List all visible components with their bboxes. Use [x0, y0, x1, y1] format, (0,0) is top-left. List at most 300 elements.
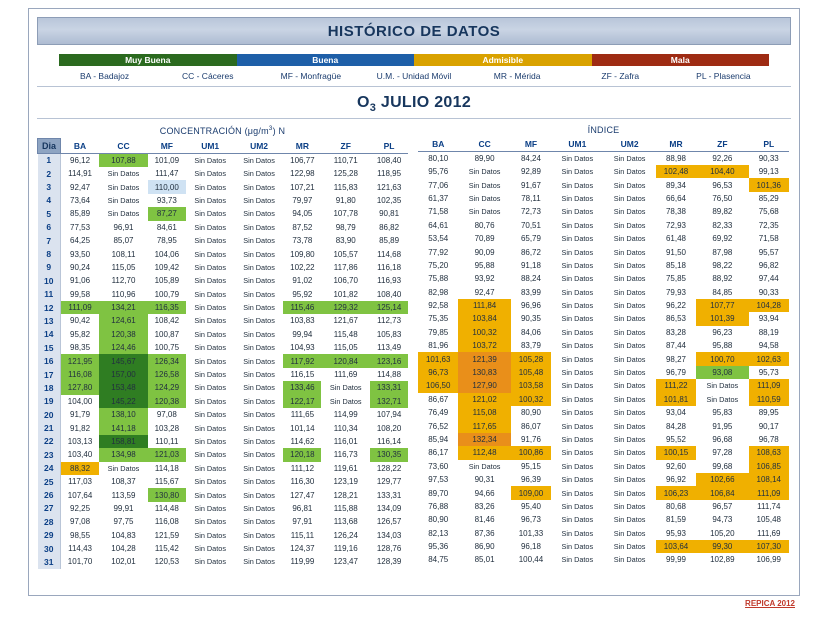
- index-cell: 100,32: [511, 393, 551, 406]
- concentration-cell: 107,94: [370, 408, 408, 421]
- index-cell: 94,66: [458, 486, 510, 499]
- concentration-cell: 108,20: [370, 421, 408, 434]
- concentration-cell: 85,89: [61, 207, 100, 220]
- index-cell: 84,28: [656, 419, 696, 432]
- page-title: HISTÓRICO DE DATOS: [327, 22, 501, 40]
- concentration-cell: Sin Datos: [243, 209, 275, 219]
- index-cell: Sin Datos: [613, 368, 646, 378]
- index-cell: 95,76: [418, 165, 458, 178]
- index-cell: Sin Datos: [561, 461, 594, 471]
- index-cell: 95,93: [656, 527, 696, 540]
- concentration-table: [37, 138, 408, 569]
- concentration-cell: Sin Datos: [243, 557, 275, 567]
- concentration-unit-exp: 3: [268, 125, 273, 133]
- col-header-um1: UM1: [551, 137, 603, 151]
- quality-legend: [59, 54, 769, 66]
- row-day: 8: [38, 247, 61, 260]
- index-cell: Sin Datos: [613, 153, 646, 163]
- index-cell: Sin Datos: [613, 274, 646, 284]
- concentration-cell: 83,90: [321, 234, 370, 247]
- concentration-cell: Sin Datos: [243, 316, 275, 326]
- concentration-cell: Sin Datos: [194, 155, 226, 165]
- index-cell: 100,44: [511, 553, 551, 566]
- concentration-cell: 101,09: [148, 153, 186, 167]
- row-day: 28: [38, 515, 61, 528]
- concentration-cell: 105,57: [321, 247, 370, 260]
- index-cell: 97,53: [418, 473, 458, 486]
- concentration-cell: 116,01: [321, 435, 370, 448]
- concentration-cell: 126,57: [370, 515, 408, 528]
- concentration-cell: 105,83: [370, 328, 408, 341]
- concentration-cell: Sin Datos: [194, 182, 226, 192]
- concentration-cell: 95,82: [61, 328, 100, 341]
- index-cell: 106,50: [418, 379, 458, 392]
- station-legend-pl: PL - Plasencia: [696, 71, 751, 81]
- index-cell: 91,95: [696, 419, 748, 432]
- footer-credit: REPICA 2012: [745, 599, 795, 608]
- concentration-cell: 111,09: [61, 301, 100, 314]
- concentration-cell: 108,40: [370, 287, 408, 300]
- index-cell: Sin Datos: [561, 475, 594, 485]
- index-cell: 96,92: [656, 473, 696, 486]
- concentration-cell: 120,53: [148, 555, 186, 568]
- table-row: [418, 446, 789, 459]
- index-cell: 105,20: [696, 527, 748, 540]
- index-cell: Sin Datos: [561, 408, 594, 418]
- index-cell: 72,35: [749, 219, 790, 232]
- concentration-cell: Sin Datos: [243, 463, 275, 473]
- row-day: 11: [38, 287, 61, 300]
- station-legend-mf: MF - Monfragüe: [280, 71, 342, 81]
- index-cell: Sin Datos: [613, 448, 646, 458]
- table-header-row: [38, 139, 409, 153]
- index-cell: Sin Datos: [561, 220, 594, 230]
- index-cell: 90,35: [511, 312, 551, 325]
- concentration-cell: 84,61: [148, 221, 186, 234]
- index-cell: 111,69: [749, 527, 790, 540]
- table-row: [418, 178, 789, 191]
- concentration-cell: 114,91: [61, 167, 100, 180]
- table-row: [418, 513, 789, 526]
- concentration-cell: Sin Datos: [243, 450, 275, 460]
- index-cell: 77,06: [418, 178, 458, 191]
- index-cell: 76,88: [418, 500, 458, 513]
- index-cell: Sin Datos: [561, 368, 594, 378]
- concentration-cell: 121,95: [61, 354, 100, 367]
- table-row: [38, 341, 409, 354]
- index-cell: 86,67: [418, 393, 458, 406]
- table-row: [38, 261, 409, 274]
- concentration-cell: 124,37: [283, 542, 321, 555]
- concentration-cell: 78,95: [148, 234, 186, 247]
- index-cell: 101,63: [418, 352, 458, 365]
- concentration-cell: 116,08: [61, 368, 100, 381]
- concentration-cell: 111,47: [148, 167, 186, 180]
- row-day: 4: [38, 194, 61, 207]
- index-cell: 80,68: [656, 500, 696, 513]
- concentration-cell: Sin Datos: [243, 155, 275, 165]
- table-row: [418, 553, 789, 566]
- index-cell: 80,90: [511, 406, 551, 419]
- index-cell: 86,07: [511, 419, 551, 432]
- table-row: [418, 285, 789, 298]
- index-cell: 104,40: [696, 165, 748, 178]
- concentration-cell: 91,06: [61, 274, 100, 287]
- table-row: [38, 194, 409, 207]
- row-day: 9: [38, 261, 61, 274]
- concentration-cell: Sin Datos: [107, 209, 140, 219]
- concentration-cell: 117,86: [321, 261, 370, 274]
- concentration-cell: 125,14: [370, 301, 408, 314]
- index-cell: Sin Datos: [613, 408, 646, 418]
- table-row: [418, 527, 789, 540]
- index-cell: 96,79: [656, 366, 696, 379]
- index-cell: 77,92: [418, 245, 458, 258]
- concentration-cell: Sin Datos: [243, 396, 275, 406]
- index-cell: Sin Datos: [561, 274, 594, 284]
- col-header-mr: MR: [283, 139, 321, 153]
- concentration-cell: 107,64: [61, 488, 100, 501]
- concentration-cell: 64,25: [61, 234, 100, 247]
- concentration-cell: 91,02: [283, 274, 321, 287]
- concentration-cell: 100,75: [148, 341, 186, 354]
- index-cell: Sin Datos: [613, 515, 646, 525]
- concentration-cell: 101,70: [61, 555, 100, 568]
- concentration-cell: Sin Datos: [194, 477, 226, 487]
- index-cell: Sin Datos: [613, 394, 646, 404]
- index-cell: Sin Datos: [561, 153, 594, 163]
- index-cell: 108,14: [749, 473, 790, 486]
- row-day: 2: [38, 167, 61, 180]
- index-cell: Sin Datos: [613, 434, 646, 444]
- row-day: 19: [38, 395, 61, 408]
- index-cell: 108,63: [749, 446, 790, 459]
- table-row: [418, 366, 789, 379]
- table-row: [38, 515, 409, 528]
- concentration-cell: 128,22: [370, 462, 408, 475]
- concentration-cell: Sin Datos: [243, 249, 275, 259]
- table-row: [418, 245, 789, 258]
- row-day: 7: [38, 234, 61, 247]
- index-cell: 80,90: [418, 513, 458, 526]
- index-cell: 103,58: [511, 379, 551, 392]
- concentration-cell: Sin Datos: [194, 450, 226, 460]
- report-subtitle: [29, 87, 799, 118]
- index-cell: 84,75: [418, 553, 458, 566]
- index-cell: 95,83: [696, 406, 748, 419]
- concentration-cell: 91,82: [61, 421, 100, 434]
- concentration-cell: 92,47: [61, 180, 100, 193]
- table-row: [38, 408, 409, 421]
- concentration-cell: 113,59: [99, 488, 148, 501]
- concentration-cell: 114,68: [370, 247, 408, 260]
- index-cell: 111,74: [749, 500, 790, 513]
- day-column-header: Dia: [38, 139, 61, 153]
- index-cell: 83,79: [511, 339, 551, 352]
- concentration-cell: 125,28: [321, 167, 370, 180]
- concentration-cell: 93,50: [61, 247, 100, 260]
- index-cell: 95,73: [749, 366, 790, 379]
- concentration-cell: 114,88: [370, 368, 408, 381]
- concentration-cell: 98,35: [61, 341, 100, 354]
- row-day: 24: [38, 462, 61, 475]
- index-cell: Sin Datos: [561, 381, 594, 391]
- index-cell: Sin Datos: [613, 555, 646, 565]
- index-cell: 111,84: [458, 299, 510, 312]
- table-row: [418, 219, 789, 232]
- concentration-cell: 86,82: [370, 221, 408, 234]
- index-cell: 92,89: [511, 165, 551, 178]
- index-cell: 89,34: [656, 178, 696, 191]
- table-row: [38, 274, 409, 287]
- concentration-cell: Sin Datos: [243, 169, 275, 179]
- index-cell: Sin Datos: [613, 488, 646, 498]
- concentration-cell: Sin Datos: [194, 503, 226, 513]
- table-row: [418, 419, 789, 432]
- index-cell: Sin Datos: [561, 528, 594, 538]
- concentration-cell: 115,46: [283, 301, 321, 314]
- index-cell: 107,77: [696, 299, 748, 312]
- index-cell: 79,85: [418, 326, 458, 339]
- index-cell: Sin Datos: [561, 314, 594, 324]
- pollutant-subscript: 3: [369, 102, 377, 115]
- concentration-cell: Sin Datos: [194, 423, 226, 433]
- index-cell: 90,31: [458, 473, 510, 486]
- concentration-cell: 73,78: [283, 234, 321, 247]
- index-cell: 71,58: [749, 232, 790, 245]
- index-cell: 98,27: [656, 352, 696, 365]
- concentration-cell: 127,80: [61, 381, 100, 394]
- concentration-cell: 104,93: [283, 341, 321, 354]
- col-header-mr: MR: [656, 137, 696, 151]
- concentration-cell: Sin Datos: [243, 490, 275, 500]
- index-cell: Sin Datos: [613, 234, 646, 244]
- index-cell: 96,73: [418, 366, 458, 379]
- index-cell: 86,72: [511, 245, 551, 258]
- concentration-cell: 101,14: [283, 421, 321, 434]
- concentration-cell: 96,91: [99, 221, 148, 234]
- table-row: [418, 272, 789, 285]
- concentration-cell: 104,83: [99, 529, 148, 542]
- index-cell: Sin Datos: [561, 207, 594, 217]
- concentration-cell: 103,28: [148, 421, 186, 434]
- index-cell: Sin Datos: [561, 515, 594, 525]
- index-cell: Sin Datos: [561, 301, 594, 311]
- index-cell: 76,50: [696, 192, 748, 205]
- table-row: [38, 475, 409, 488]
- concentration-cell: 124,29: [148, 381, 186, 394]
- concentration-cell: 111,12: [283, 462, 321, 475]
- concentration-cell: 123,19: [321, 475, 370, 488]
- index-cell: 99,13: [749, 165, 790, 178]
- index-cell: 91,67: [511, 178, 551, 191]
- concentration-cell: 157,00: [99, 368, 148, 381]
- table-row: [38, 354, 409, 367]
- index-cell: 117,65: [458, 419, 510, 432]
- concentration-cell: 145,67: [99, 354, 148, 367]
- data-tables: [29, 119, 799, 569]
- concentration-cell: 95,92: [283, 287, 321, 300]
- index-table: [418, 137, 789, 567]
- concentration-cell: 103,13: [61, 435, 100, 448]
- concentration-cell: Sin Datos: [243, 195, 275, 205]
- col-header-mf: MF: [148, 139, 186, 153]
- concentration-cell: 153,48: [99, 381, 148, 394]
- index-cell: Sin Datos: [468, 167, 501, 177]
- index-cell: Sin Datos: [613, 528, 646, 538]
- index-cell: Sin Datos: [613, 475, 646, 485]
- concentration-cell: Sin Datos: [243, 303, 275, 313]
- concentration-cell: Sin Datos: [194, 410, 226, 420]
- index-cell: Sin Datos: [561, 167, 594, 177]
- concentration-cell: Sin Datos: [194, 209, 226, 219]
- concentration-cell: 114,48: [148, 502, 186, 515]
- concentration-cell: Sin Datos: [329, 396, 362, 406]
- concentration-cell: 141,18: [99, 421, 148, 434]
- concentration-cell: 79,97: [283, 194, 321, 207]
- concentration-cell: Sin Datos: [194, 169, 226, 179]
- index-cell: 73,60: [418, 460, 458, 473]
- index-cell: Sin Datos: [561, 555, 594, 565]
- station-legend-um: U.M. - Unidad Móvil: [376, 71, 452, 81]
- index-cell: 91,76: [511, 433, 551, 446]
- concentration-cell: 104,06: [148, 247, 186, 260]
- concentration-cell: 115,05: [99, 261, 148, 274]
- concentration-cell: 73,64: [61, 194, 100, 207]
- concentration-cell: 119,61: [321, 462, 370, 475]
- index-cell: 86,53: [656, 312, 696, 325]
- table-row: [38, 221, 409, 234]
- index-cell: 87,44: [656, 339, 696, 352]
- concentration-cell: Sin Datos: [243, 410, 275, 420]
- index-cell: 99,30: [696, 540, 748, 553]
- concentration-cell: 99,91: [99, 502, 148, 515]
- index-cell: 75,35: [418, 312, 458, 325]
- concentration-header-pre: CONCENTRACIÓN (: [159, 126, 248, 137]
- index-cell: 88,98: [656, 151, 696, 165]
- table-row: [418, 540, 789, 553]
- col-header-cc: CC: [458, 137, 510, 151]
- concentration-cell: 102,01: [99, 555, 148, 568]
- concentration-cell: 117,92: [283, 354, 321, 367]
- station-legend: [53, 69, 775, 83]
- concentration-cell: 120,18: [283, 448, 321, 461]
- concentration-cell: 129,32: [321, 301, 370, 314]
- table-row: [418, 486, 789, 499]
- index-cell: 61,37: [418, 192, 458, 205]
- index-cell: 79,93: [656, 285, 696, 298]
- row-day: 26: [38, 488, 61, 501]
- concentration-cell: 110,00: [148, 180, 186, 193]
- index-cell: 105,28: [511, 352, 551, 365]
- table-row: [38, 287, 409, 300]
- concentration-cell: 128,21: [321, 488, 370, 501]
- index-cell: Sin Datos: [561, 193, 594, 203]
- index-cell: Sin Datos: [613, 207, 646, 217]
- table-row: [418, 299, 789, 312]
- col-header-um2: UM2: [235, 139, 284, 153]
- index-cell: Sin Datos: [561, 180, 594, 190]
- index-cell: 93,04: [656, 406, 696, 419]
- concentration-cell: 107,21: [283, 180, 321, 193]
- table-row: [38, 207, 409, 220]
- concentration-cell: 114,43: [61, 542, 100, 555]
- table-row: [38, 529, 409, 542]
- index-cell: 96,78: [749, 433, 790, 446]
- concentration-cell: 120,38: [148, 395, 186, 408]
- concentration-cell: 100,79: [148, 287, 186, 300]
- concentration-cell: 116,18: [370, 261, 408, 274]
- concentration-cell: 90,81: [370, 207, 408, 220]
- index-cell: 87,36: [458, 527, 510, 540]
- concentration-cell: Sin Datos: [243, 544, 275, 554]
- concentration-cell: Sin Datos: [194, 490, 226, 500]
- index-cell: 99,99: [656, 553, 696, 566]
- concentration-cell: Sin Datos: [194, 303, 226, 313]
- index-cell: 92,47: [458, 285, 510, 298]
- index-cell: 95,15: [511, 460, 551, 473]
- concentration-cell: 121,67: [321, 314, 370, 327]
- concentration-cell: Sin Datos: [243, 423, 275, 433]
- index-cell: Sin Datos: [613, 220, 646, 230]
- row-day: 12: [38, 301, 61, 314]
- index-cell: Sin Datos: [613, 247, 646, 257]
- concentration-cell: 115,11: [283, 529, 321, 542]
- table-row: [38, 555, 409, 568]
- col-header-mf: MF: [511, 137, 551, 151]
- index-cell: 103,84: [458, 312, 510, 325]
- concentration-cell: Sin Datos: [243, 276, 275, 286]
- concentration-cell: Sin Datos: [243, 370, 275, 380]
- index-cell: 97,28: [696, 446, 748, 459]
- concentration-cell: Sin Datos: [243, 222, 275, 232]
- table-row: [38, 180, 409, 193]
- concentration-cell: Sin Datos: [194, 544, 226, 554]
- concentration-cell: 128,76: [370, 542, 408, 555]
- col-header-ba: BA: [61, 139, 100, 153]
- index-cell: 84,06: [511, 326, 551, 339]
- col-header-zf: ZF: [696, 137, 748, 151]
- col-header-zf: ZF: [321, 139, 370, 153]
- index-cell: 82,98: [418, 285, 458, 298]
- index-cell: 100,15: [656, 446, 696, 459]
- index-cell: 90,17: [749, 419, 790, 432]
- concentration-cell: Sin Datos: [194, 370, 226, 380]
- row-day: 18: [38, 381, 61, 394]
- index-cell: 64,61: [418, 219, 458, 232]
- concentration-cell: 116,30: [283, 475, 321, 488]
- concentration-cell: 108,11: [99, 247, 148, 260]
- table-row: [38, 448, 409, 461]
- index-cell: 110,59: [749, 393, 790, 406]
- index-cell: Sin Datos: [561, 501, 594, 511]
- concentration-cell: 116,08: [148, 515, 186, 528]
- table-row: [418, 339, 789, 352]
- concentration-cell: 121,63: [370, 180, 408, 193]
- col-header-cc: CC: [99, 139, 148, 153]
- index-cell: Sin Datos: [561, 260, 594, 270]
- concentration-cell: 100,87: [148, 328, 186, 341]
- index-cell: 102,48: [656, 165, 696, 178]
- concentration-cell: 114,18: [148, 462, 186, 475]
- concentration-cell: 106,70: [321, 274, 370, 287]
- index-cell: Sin Datos: [561, 488, 594, 498]
- concentration-cell: 98,79: [321, 221, 370, 234]
- index-cell: 102,66: [696, 473, 748, 486]
- table-row: [418, 205, 789, 218]
- report-frame: [28, 8, 800, 596]
- concentration-cell: Sin Datos: [194, 276, 226, 286]
